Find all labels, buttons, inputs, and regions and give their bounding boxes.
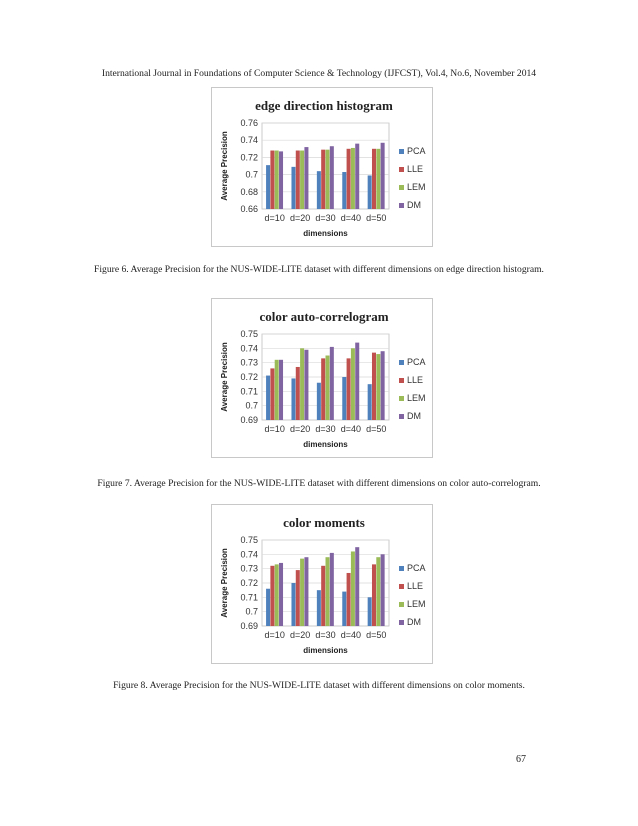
bar-pca-d10 [266, 376, 270, 420]
bar-lem-d40 [351, 148, 355, 209]
bar-lle-d20 [296, 367, 300, 420]
bar-lem-d10 [275, 151, 279, 209]
figure-8-caption: Figure 8. Average Precision for the NUS-WIDE-LITE dataset with different dimensions on color moments. [113, 680, 525, 691]
y-tick-label: 0.68 [240, 186, 258, 197]
chart-title: edge direction histogram [255, 98, 393, 113]
x-tick-label: d=20 [289, 424, 311, 434]
legend-swatch-dm [399, 414, 404, 419]
bar-lle-d10 [270, 368, 274, 420]
legend-swatch-lem [399, 185, 404, 190]
bar-dm-d50 [381, 143, 385, 209]
bar-pca-d20 [291, 583, 295, 626]
x-tick-label: d=40 [340, 424, 362, 434]
x-tick-label: d=50 [366, 213, 387, 223]
bar-lem-d20 [300, 348, 304, 420]
legend-swatch-pca [399, 149, 404, 154]
bar-pca-d40 [342, 377, 346, 420]
legend-label-lle: LLE [407, 581, 424, 591]
bar-lem-d40 [351, 551, 355, 626]
legend-swatch-lem [399, 602, 404, 607]
bar-dm-d20 [304, 147, 308, 209]
x-tick-label: d=30 [315, 630, 336, 640]
journal-header: International Journal in Foundations of Computer Science & Technology (IJFCST), Vol.4, No.6, November 2014 [101, 68, 537, 79]
bar-pca-d20 [291, 167, 295, 209]
bar-dm-d20 [304, 350, 308, 420]
bar-lle-d30 [321, 150, 325, 209]
bar-lem-d50 [376, 354, 380, 420]
y-tick-label: 0.73 [240, 563, 258, 574]
x-tick-label: d=40 [340, 630, 362, 640]
bar-lle-d20 [296, 151, 300, 209]
figure-6-chart-svg [212, 88, 432, 246]
y-tick-label: 0.66 [240, 204, 258, 214]
bar-lle-d30 [321, 566, 325, 626]
legend-swatch-lem [399, 396, 404, 401]
bar-dm-d30 [330, 553, 334, 626]
y-tick-label: 0.76 [240, 118, 258, 128]
figure-6-chart [211, 87, 433, 247]
bar-pca-d10 [266, 589, 270, 626]
bar-lle-d20 [296, 570, 300, 626]
bar-pca-d50 [368, 597, 372, 626]
y-tick-label: 0.73 [240, 357, 258, 368]
chart-title: color moments [283, 515, 365, 530]
legend-label-lle: LLE [407, 164, 424, 174]
bar-lle-d10 [270, 151, 274, 209]
bar-lle-d40 [347, 149, 351, 209]
y-tick-label: 0.7 [245, 606, 258, 617]
page-number: 67 [516, 754, 526, 765]
x-tick-label: d=40 [340, 213, 362, 223]
x-tick-label: d=50 [366, 424, 387, 434]
x-tick-label: d=30 [315, 424, 336, 434]
figure-8-chart [211, 504, 433, 664]
bar-lem-d40 [351, 348, 355, 420]
bar-lem-d30 [326, 356, 330, 421]
figure-8-chart-svg [212, 505, 432, 663]
y-tick-label: 0.72 [240, 578, 258, 588]
y-tick-label: 0.71 [240, 386, 258, 397]
bar-lle-d40 [347, 358, 351, 420]
bar-dm-d30 [330, 347, 334, 420]
y-tick-label: 0.7 [245, 400, 258, 411]
y-axis-label: Average Precision [220, 131, 229, 201]
bar-dm-d10 [279, 360, 283, 420]
x-tick-label: d=50 [366, 630, 387, 640]
bar-lle-d50 [372, 353, 376, 420]
bar-lem-d20 [300, 559, 304, 626]
x-tick-label: d=10 [264, 424, 285, 434]
legend-swatch-lle [399, 378, 404, 383]
bar-pca-d30 [317, 171, 321, 209]
x-tick-label: d=30 [315, 213, 336, 223]
figure-6-caption: Figure 6. Average Precision for the NUS-WIDE-LITE dataset with different dimensions on edge direction histogram. [94, 264, 544, 275]
legend-label-pca: PCA [407, 146, 426, 156]
bar-lem-d50 [376, 557, 380, 626]
bar-dm-d20 [304, 557, 308, 626]
bar-dm-d40 [355, 343, 359, 420]
bar-dm-d10 [279, 151, 283, 209]
bar-lem-d10 [275, 564, 279, 626]
legend-swatch-dm [399, 203, 404, 208]
x-tick-label: d=10 [264, 630, 285, 640]
bar-pca-d40 [342, 172, 346, 209]
bar-lem-d30 [326, 557, 330, 626]
legend-swatch-pca [399, 360, 404, 365]
legend-swatch-dm [399, 620, 404, 625]
bar-dm-d50 [381, 351, 385, 420]
y-axis-label: Average Precision [220, 342, 229, 412]
bar-lem-d50 [376, 149, 380, 209]
y-tick-label: 0.72 [240, 372, 258, 382]
x-axis-label: dimensions [303, 229, 348, 238]
legend-label-lem: LEM [407, 182, 426, 192]
y-tick-label: 0.75 [240, 535, 258, 545]
y-tick-label: 0.74 [240, 135, 258, 146]
bar-pca-d30 [317, 590, 321, 626]
x-axis-label: dimensions [303, 440, 348, 449]
bar-lle-d50 [372, 149, 376, 209]
chart-title: color auto-correlogram [259, 309, 389, 324]
bar-pca-d10 [266, 165, 270, 209]
bar-dm-d50 [381, 554, 385, 626]
y-tick-label: 0.7 [245, 169, 258, 180]
figure-7-caption: Figure 7. Average Precision for the NUS-WIDE-LITE dataset with different dimensions on color auto-correlogram. [97, 478, 541, 489]
y-axis-label: Average Precision [220, 548, 229, 618]
y-tick-label: 0.75 [240, 329, 258, 339]
bar-dm-d30 [330, 146, 334, 209]
legend-label-dm: DM [407, 411, 421, 421]
x-tick-label: d=20 [289, 630, 311, 640]
bar-lem-d20 [300, 151, 304, 209]
x-tick-label: d=20 [289, 213, 311, 223]
legend-label-pca: PCA [407, 357, 426, 367]
bar-lem-d10 [275, 360, 279, 420]
legend-swatch-lle [399, 584, 404, 589]
bar-lle-d40 [347, 573, 351, 626]
bar-pca-d40 [342, 592, 346, 626]
bar-lem-d30 [326, 150, 330, 209]
y-tick-label: 0.69 [240, 415, 258, 425]
bar-dm-d40 [355, 547, 359, 626]
bar-pca-d20 [291, 378, 295, 420]
bar-dm-d40 [355, 144, 359, 209]
bar-lle-d50 [372, 564, 376, 626]
legend-label-lem: LEM [407, 599, 426, 609]
figure-7-chart [211, 298, 433, 458]
legend-swatch-pca [399, 566, 404, 571]
x-tick-label: d=10 [264, 213, 285, 223]
bar-lle-d10 [270, 566, 274, 626]
bar-lle-d30 [321, 358, 325, 420]
legend-label-pca: PCA [407, 563, 426, 573]
y-tick-label: 0.71 [240, 592, 258, 603]
legend-label-lle: LLE [407, 375, 424, 385]
y-tick-label: 0.74 [240, 343, 258, 354]
figure-7-chart-svg [212, 299, 432, 457]
bar-pca-d50 [368, 175, 372, 209]
y-tick-label: 0.72 [240, 152, 258, 163]
legend-swatch-lle [399, 167, 404, 172]
y-tick-label: 0.74 [240, 549, 258, 560]
legend-label-lem: LEM [407, 393, 426, 403]
bar-pca-d30 [317, 383, 321, 420]
bar-dm-d10 [279, 563, 283, 626]
x-axis-label: dimensions [303, 646, 348, 655]
legend-label-dm: DM [407, 200, 421, 210]
y-tick-label: 0.69 [240, 621, 258, 631]
legend-label-dm: DM [407, 617, 421, 627]
bar-pca-d50 [368, 384, 372, 420]
